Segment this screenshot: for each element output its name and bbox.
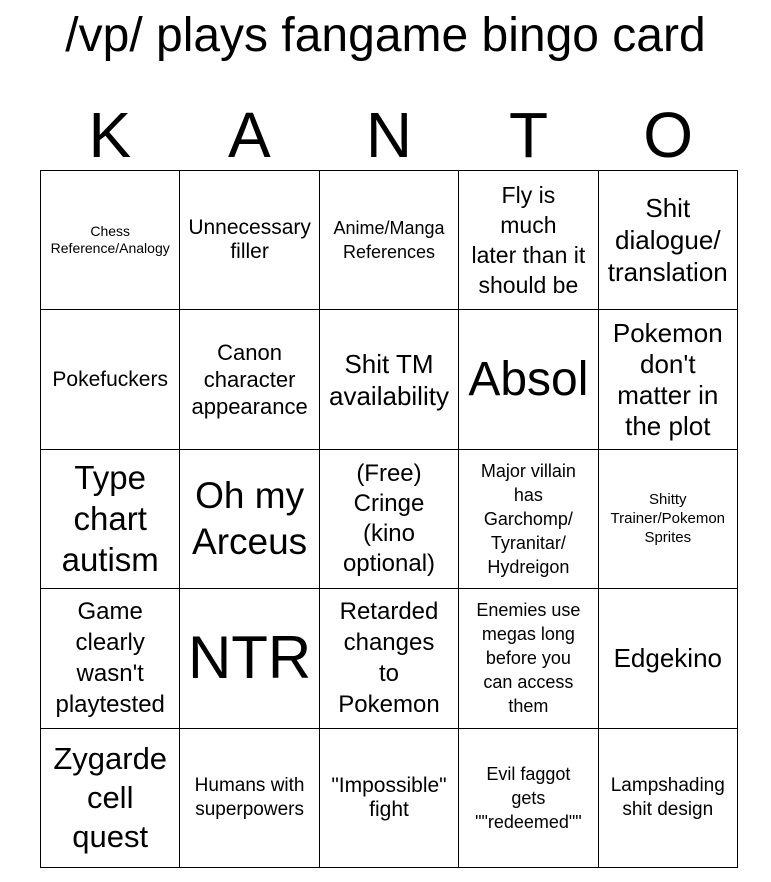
bingo-cell: [320, 729, 459, 868]
header-letter-n: N: [365, 99, 413, 171]
bingo-cell: [180, 729, 319, 868]
bingo-cell: [599, 171, 738, 310]
bingo-cell: [41, 729, 180, 868]
bingo-cell: [41, 450, 180, 589]
header-letter-a: A: [228, 99, 271, 171]
cell-label: Game clearly wasn't playtested: [55, 598, 165, 719]
bingo-cell: [320, 171, 459, 310]
cell-label: Shit dialogue/ translation: [607, 193, 728, 288]
header-letter-o: O: [643, 99, 694, 171]
cell-label: Enemies use megas long before you can access them: [476, 600, 581, 717]
bingo-cell: [41, 589, 180, 728]
bingo-cell: [599, 450, 738, 589]
cell-label: Fly is much later than it should be: [471, 182, 586, 299]
cell-label: Canon character appearance: [191, 340, 308, 420]
cell-label: Chess Reference/Analogy: [50, 223, 170, 257]
bingo-header: [40, 100, 738, 170]
cell-label: Anime/Manga References: [333, 218, 445, 263]
bingo-cell: [459, 171, 598, 310]
cell-label: Pokefuckers: [52, 367, 168, 391]
cell-label: Zygarde cell quest: [53, 741, 168, 855]
cell-label: Pokemon don't matter in the plot: [612, 317, 723, 441]
cell-label: Retarded changes to Pokemon: [338, 598, 440, 719]
cell-label: Evil faggot gets ""redeemed"": [475, 763, 582, 832]
bingo-cell: [41, 310, 180, 449]
bingo-cell: [320, 450, 459, 589]
bingo-cell: [459, 729, 598, 868]
bingo-cell: [41, 171, 180, 310]
bingo-cell: [459, 589, 598, 728]
cell-label: Major villain has Garchomp/ Tyranitar/ Hydreigon: [480, 460, 576, 577]
bingo-cell: [599, 589, 738, 728]
cell-label: Shitty Trainer/Pokemon Sprites: [610, 491, 726, 547]
bingo-grid: [40, 170, 738, 868]
cell-label: Absol: [468, 352, 589, 406]
bingo-cell: [180, 171, 319, 310]
bingo-cell: [180, 589, 319, 728]
cell-label: (Free) Cringe (kino optional): [342, 459, 436, 577]
cell-label: NTR: [187, 624, 312, 692]
bingo-cell: [320, 589, 459, 728]
header-letter-k: K: [88, 99, 132, 171]
cell-label: Edgekino: [613, 643, 722, 674]
cell-label: "Impossible" fight: [331, 773, 447, 821]
cell-label: Unnecessary filler: [188, 216, 311, 264]
bingo-cell: [599, 310, 738, 449]
bingo-cell: [180, 450, 319, 589]
cell-label: Lampshading shit design: [610, 774, 725, 820]
bingo-cell: [459, 310, 598, 449]
cell-label: Humans with superpowers: [194, 774, 305, 820]
bingo-cell: [599, 729, 738, 868]
header-letter-t: T: [509, 99, 549, 171]
bingo-cell: [320, 310, 459, 449]
bingo-cell: [459, 450, 598, 589]
cell-label: Type chart autism: [61, 459, 159, 579]
cell-label: Shit TM availability: [329, 348, 449, 411]
cell-label: Oh my Arceus: [192, 474, 308, 562]
bingo-cell: [180, 310, 319, 449]
page-title: /vp/ plays fangame bingo card: [65, 9, 706, 62]
